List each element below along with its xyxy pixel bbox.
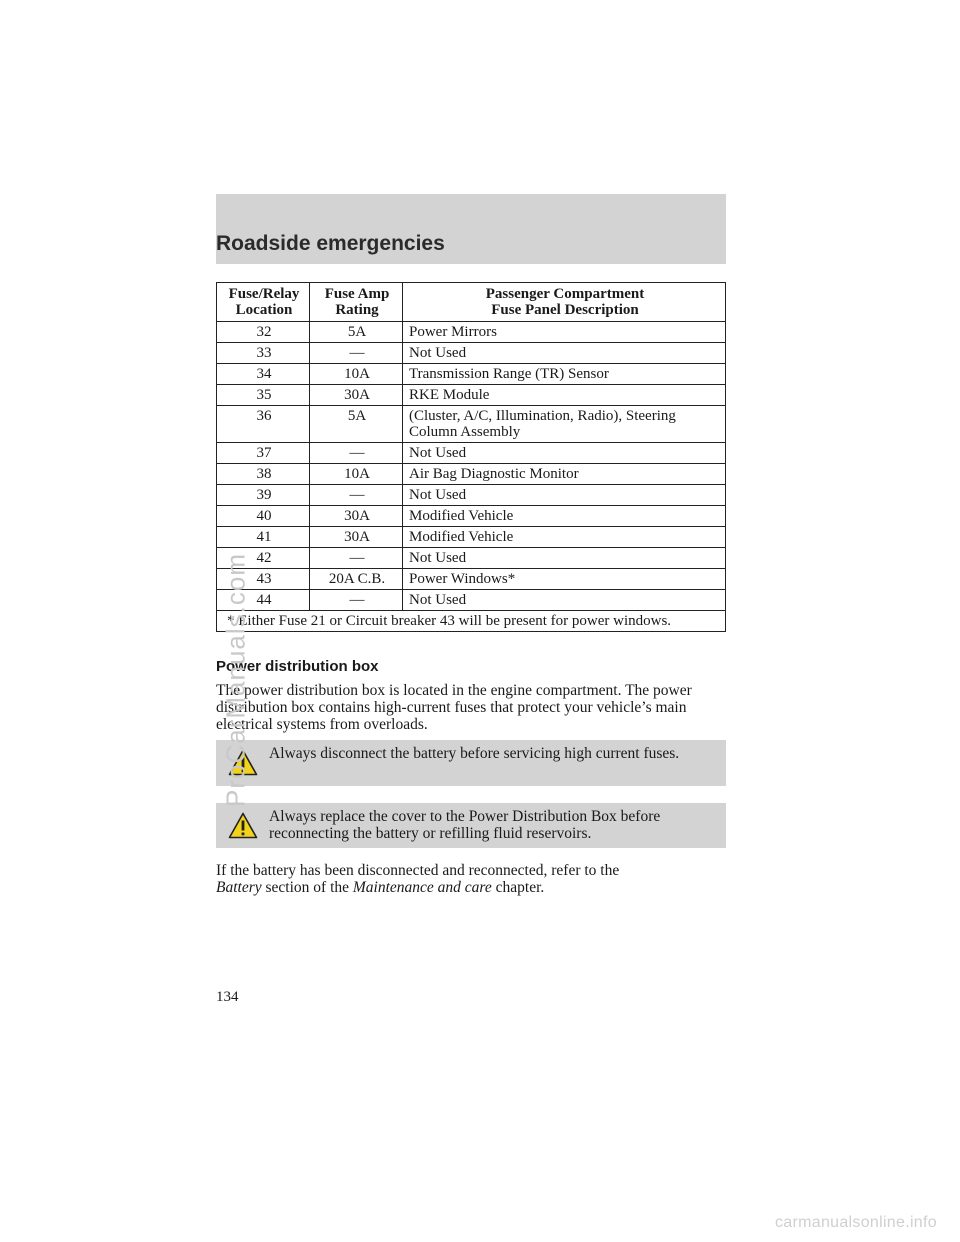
cell-location: 34 bbox=[217, 364, 310, 385]
table-row bbox=[217, 443, 726, 464]
column-header-line: Passenger Compartment bbox=[485, 286, 645, 302]
warning-box bbox=[216, 803, 726, 848]
cell-rating: 5A bbox=[310, 322, 403, 343]
cell-location: 44 bbox=[217, 590, 310, 611]
column-header-line: Fuse Panel Description bbox=[491, 302, 639, 318]
cell-description: Modified Vehicle bbox=[403, 506, 726, 527]
cell-location: 33 bbox=[217, 343, 310, 364]
page-number: 134 bbox=[216, 989, 239, 1005]
cell-rating: 10A bbox=[310, 364, 403, 385]
warning-triangle-icon bbox=[228, 812, 258, 839]
reference-paragraph bbox=[216, 862, 726, 896]
cell-rating: — bbox=[310, 590, 403, 611]
table-row bbox=[217, 343, 726, 364]
cell-location: 32 bbox=[217, 322, 310, 343]
cell-description: Power Windows* bbox=[403, 569, 726, 590]
table-footnote: * Either Fuse 21 or Circuit breaker 43 will be present for power windows. bbox=[217, 611, 726, 632]
column-header-line: Location bbox=[235, 302, 293, 318]
watermark-bottom: carmanualsonline.info bbox=[775, 1214, 937, 1231]
table-row bbox=[217, 590, 726, 611]
watermark-vertical: ProCarManuals.com bbox=[220, 553, 251, 807]
cell-description: Not Used bbox=[403, 443, 726, 464]
reference-chapter: Maintenance and care bbox=[352, 879, 492, 896]
cell-description: Not Used bbox=[403, 485, 726, 506]
table-row bbox=[217, 385, 726, 406]
column-header-line: Fuse Amp bbox=[324, 286, 390, 302]
cell-location: 39 bbox=[217, 485, 310, 506]
cell-description: Air Bag Diagnostic Monitor bbox=[403, 464, 726, 485]
section-heading: Power distribution box bbox=[216, 658, 379, 675]
cell-rating: — bbox=[310, 485, 403, 506]
cell-description: (Cluster, A/C, Illumination, Radio), Steering Column Assembly bbox=[403, 406, 726, 443]
cell-rating: — bbox=[310, 443, 403, 464]
table-header-row bbox=[217, 283, 726, 322]
cell-rating: — bbox=[310, 548, 403, 569]
chapter-title: Roadside emergencies bbox=[216, 232, 445, 255]
warning-text: Always disconnect the battery before servicing high current fuses. bbox=[269, 745, 680, 762]
table-row bbox=[217, 506, 726, 527]
cell-rating: 30A bbox=[310, 385, 403, 406]
table-row bbox=[217, 364, 726, 385]
cell-location: 41 bbox=[217, 527, 310, 548]
column-header-line: Fuse/Relay bbox=[228, 286, 300, 302]
cell-description: RKE Module bbox=[403, 385, 726, 406]
cell-rating: 30A bbox=[310, 527, 403, 548]
cell-description: Modified Vehicle bbox=[403, 527, 726, 548]
table-row bbox=[217, 485, 726, 506]
table-row bbox=[217, 322, 726, 343]
reference-section-battery: Battery bbox=[216, 879, 262, 896]
column-header-line: Rating bbox=[335, 302, 379, 318]
cell-rating: — bbox=[310, 343, 403, 364]
table-row bbox=[217, 406, 726, 443]
cell-location: 35 bbox=[217, 385, 310, 406]
cell-rating: 20A C.B. bbox=[310, 569, 403, 590]
cell-location: 40 bbox=[217, 506, 310, 527]
cell-description: Not Used bbox=[403, 343, 726, 364]
cell-rating: 5A bbox=[310, 406, 403, 443]
cell-location: 36 bbox=[217, 406, 310, 443]
table-footnote-row bbox=[217, 611, 726, 632]
table-row bbox=[217, 548, 726, 569]
cell-location: 37 bbox=[217, 443, 310, 464]
fuse-table bbox=[216, 282, 726, 632]
cell-rating: 30A bbox=[310, 506, 403, 527]
warning-box bbox=[216, 740, 726, 786]
cell-description: Not Used bbox=[403, 590, 726, 611]
cell-location: 38 bbox=[217, 464, 310, 485]
reference-text: section of the bbox=[265, 879, 350, 896]
reference-text: If the battery has been disconnected and reconnected, refer to the bbox=[216, 862, 620, 879]
table-row bbox=[217, 464, 726, 485]
body-paragraph: The power distribution box is located in the engine compartment. The power distribution box contains high-current fuses that protect your vehicle’s main electrical systems from overloads. bbox=[216, 682, 692, 733]
table-row bbox=[217, 527, 726, 548]
cell-description: Power Mirrors bbox=[403, 322, 726, 343]
reference-text: chapter. bbox=[495, 879, 545, 896]
table-row bbox=[217, 569, 726, 590]
cell-description: Not Used bbox=[403, 548, 726, 569]
cell-location: 42 bbox=[217, 548, 310, 569]
column-header-description bbox=[403, 283, 726, 322]
cell-rating: 10A bbox=[310, 464, 403, 485]
column-header-location bbox=[217, 283, 310, 322]
cell-description: Transmission Range (TR) Sensor bbox=[403, 364, 726, 385]
column-header-rating bbox=[310, 283, 403, 322]
warning-text: Always replace the cover to the Power Distribution Box before reconnecting the battery or refilling fluid reservoirs. bbox=[269, 808, 661, 842]
cell-location: 43 bbox=[217, 569, 310, 590]
